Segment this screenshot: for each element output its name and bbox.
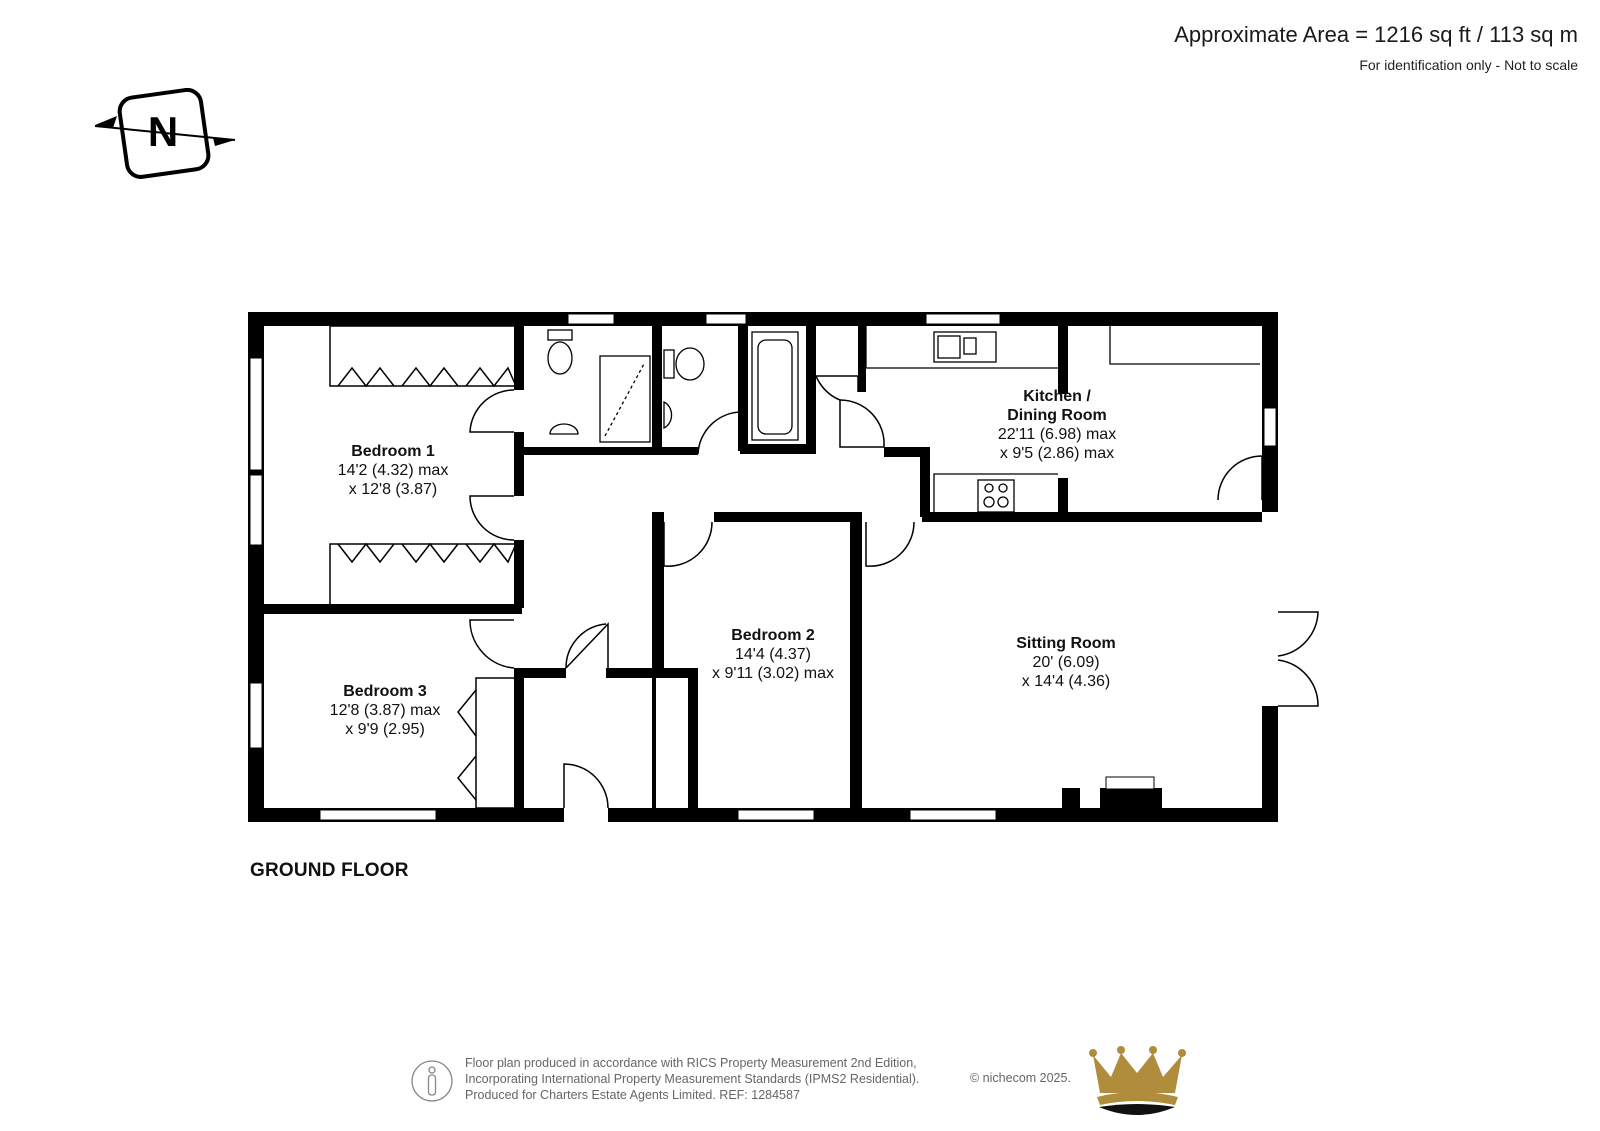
floor-label: GROUND FLOOR	[250, 860, 409, 881]
copyright: © n⁣ichecom 2025.	[970, 1071, 1071, 1085]
footer-text	[465, 1055, 919, 1103]
room-dimension: x 9'11 (3.02) max	[712, 665, 834, 682]
room-dimension: x 12'8 (3.87)	[348, 481, 438, 498]
room-name: Bedroom 1	[351, 443, 435, 460]
room-bedroom-1	[338, 442, 449, 499]
footer-line: Produced for Charters Estate Agents Limited. REF: 1284587	[465, 1088, 800, 1102]
room-dimension: x 9'9 (2.95)	[345, 721, 425, 738]
room-name: Sitting Room	[1016, 635, 1116, 652]
room-dimension: 20' (6.09)	[1032, 654, 1100, 671]
footer	[410, 1053, 1210, 1113]
room-sitting-room	[1016, 634, 1116, 691]
room-name: Kitchen /	[1023, 388, 1091, 405]
footer-line: Floor plan produced in accordance with RICS Property Measurement 2nd Edition,	[465, 1056, 917, 1070]
room-bedroom-2	[712, 626, 834, 683]
room-dimension: x 14'4 (4.36)	[1021, 673, 1111, 690]
crown-logo-icon	[1085, 1043, 1190, 1115]
bathroom-fittings	[548, 330, 798, 442]
room-dimension: 12'8 (3.87) max	[329, 702, 441, 719]
north-letter: N	[147, 108, 179, 155]
room-bedroom-3	[330, 682, 441, 739]
footer-line: Incorporating International Property Measurement Standards (IPMS2 Residential).	[465, 1072, 920, 1086]
area-title: Approximate Area = 1216 sq ft / 113 sq m	[1174, 22, 1578, 47]
room-name: Dining Room	[1007, 407, 1107, 424]
room-kitchen-dining	[998, 387, 1116, 463]
room-dimension: x 9'5 (2.86) max	[999, 445, 1115, 462]
room-dimension: 22'11 (6.98) max	[997, 426, 1117, 443]
person-icon	[410, 1059, 454, 1103]
scale-note: For identification only - Not to scale	[1359, 57, 1578, 73]
room-dimension: 14'4 (4.37)	[734, 646, 811, 663]
room-dimension: 14'2 (4.32) max	[337, 462, 449, 479]
doors	[470, 376, 1318, 808]
room-name: Bedroom 2	[731, 627, 815, 644]
room-name: Bedroom 3	[343, 683, 427, 700]
